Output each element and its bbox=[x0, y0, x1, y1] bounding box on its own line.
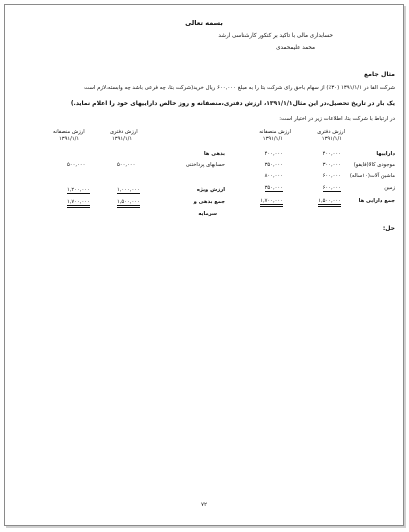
debts-section-title: بدهی ها bbox=[203, 151, 225, 157]
page-number: ۷۲ bbox=[200, 502, 207, 508]
liab-fair-date: ۱۳۹۱/۱/۱ bbox=[59, 136, 80, 142]
payables-label: حسابهای پرداختنی bbox=[185, 162, 225, 168]
asset-row-book: ۶۰۰,۰۰۰ bbox=[322, 185, 341, 191]
assets-book-date: ۱۳۹۱/۱/۱ bbox=[321, 136, 342, 142]
asset-row-label: زمین bbox=[384, 185, 395, 191]
payables-book: ۵۰۰,۰۰۰ bbox=[117, 162, 136, 168]
liab-book-header: ارزش دفتری bbox=[110, 129, 138, 135]
author-name: محمد علیمحمدی bbox=[276, 45, 315, 51]
liab-total-fair: ۱,۷۰۰,۰۰۰ bbox=[67, 199, 90, 208]
liab-total-label: جمع بدهی و bbox=[193, 199, 225, 205]
example-intro: شرکت الفا در ۱۳۹۱/۱/۱ (۳۰٪) از سهام باحق رای شرکت بتا را به مبلغ ۶۰۰,۰۰۰ ریال خرید(شرکت بتا، چه فرعی باشد چه وابسته،لازم است bbox=[84, 85, 395, 91]
solution-label: حل: bbox=[382, 225, 395, 232]
bismillah-heading: بسمه تعالی bbox=[185, 19, 223, 27]
example-note: در ارتباط با شرکت بتا، اطلاعات زیر در اختیار است: bbox=[279, 116, 395, 122]
asset-row-book: ۴۰۰,۰۰۰ bbox=[322, 151, 341, 157]
asset-row-label: ماشین آلات(۱۰ساله) bbox=[349, 173, 395, 179]
asset-row-book: ۳۰۰,۰۰۰ bbox=[322, 162, 341, 168]
asset-row-fair: ۳۵۰,۰۰۰ bbox=[264, 185, 283, 191]
asset-row-label: موجودی کالا(فایفو) bbox=[353, 162, 395, 168]
assets-total-fair: ۱,۷۰۰,۰۰۰ bbox=[260, 198, 283, 207]
asset-row-book: ۶۰۰,۰۰۰ bbox=[322, 173, 341, 179]
assets-fair-date: ۱۳۹۱/۱/۱ bbox=[262, 136, 283, 142]
assets-section-title: داراییها bbox=[376, 151, 395, 157]
equity-fair: ۱,۲۰۰,۰۰۰ bbox=[67, 187, 90, 193]
liab-book-date: ۱۳۹۱/۱/۱ bbox=[112, 136, 133, 142]
example-question: یک بار در تاریخ تحصیل،در این مثال۱۳۹۱/۱/۱، ارزش دفتری،منصفانه و روز خالص داراییهای خود را اعلام نماید.) bbox=[70, 100, 395, 107]
course-title: حسابداری مالی با تاکید بر کنکور کارشناسی ارشد bbox=[218, 33, 333, 39]
assets-total-book: ۱,۵۰۰,۰۰۰ bbox=[318, 198, 341, 207]
assets-book-header: ارزش دفتری bbox=[317, 129, 345, 135]
assets-fair-header: ارزش منصفانه bbox=[259, 129, 291, 135]
payables-fair: ۵۰۰,۰۰۰ bbox=[67, 162, 86, 168]
liab-total-label-2: سرمایه bbox=[198, 211, 217, 217]
asset-row-fair: ۴۰۰,۰۰۰ bbox=[264, 151, 283, 157]
assets-total-label: جمع دارایی ها bbox=[358, 198, 395, 204]
asset-row-fair: ۸۰۰,۰۰۰ bbox=[264, 173, 283, 179]
liab-fair-header: ارزش منصفانه bbox=[53, 129, 85, 135]
equity-label: ارزش ویژه bbox=[196, 187, 225, 193]
example-title: مثال جامع bbox=[363, 71, 395, 78]
liab-total-book: ۱,۵۰۰,۰۰۰ bbox=[117, 199, 140, 208]
document-page bbox=[4, 4, 404, 526]
asset-row-fair: ۳۵۰,۰۰۰ bbox=[264, 162, 283, 168]
equity-book: ۱,۰۰۰,۰۰۰ bbox=[117, 187, 140, 193]
